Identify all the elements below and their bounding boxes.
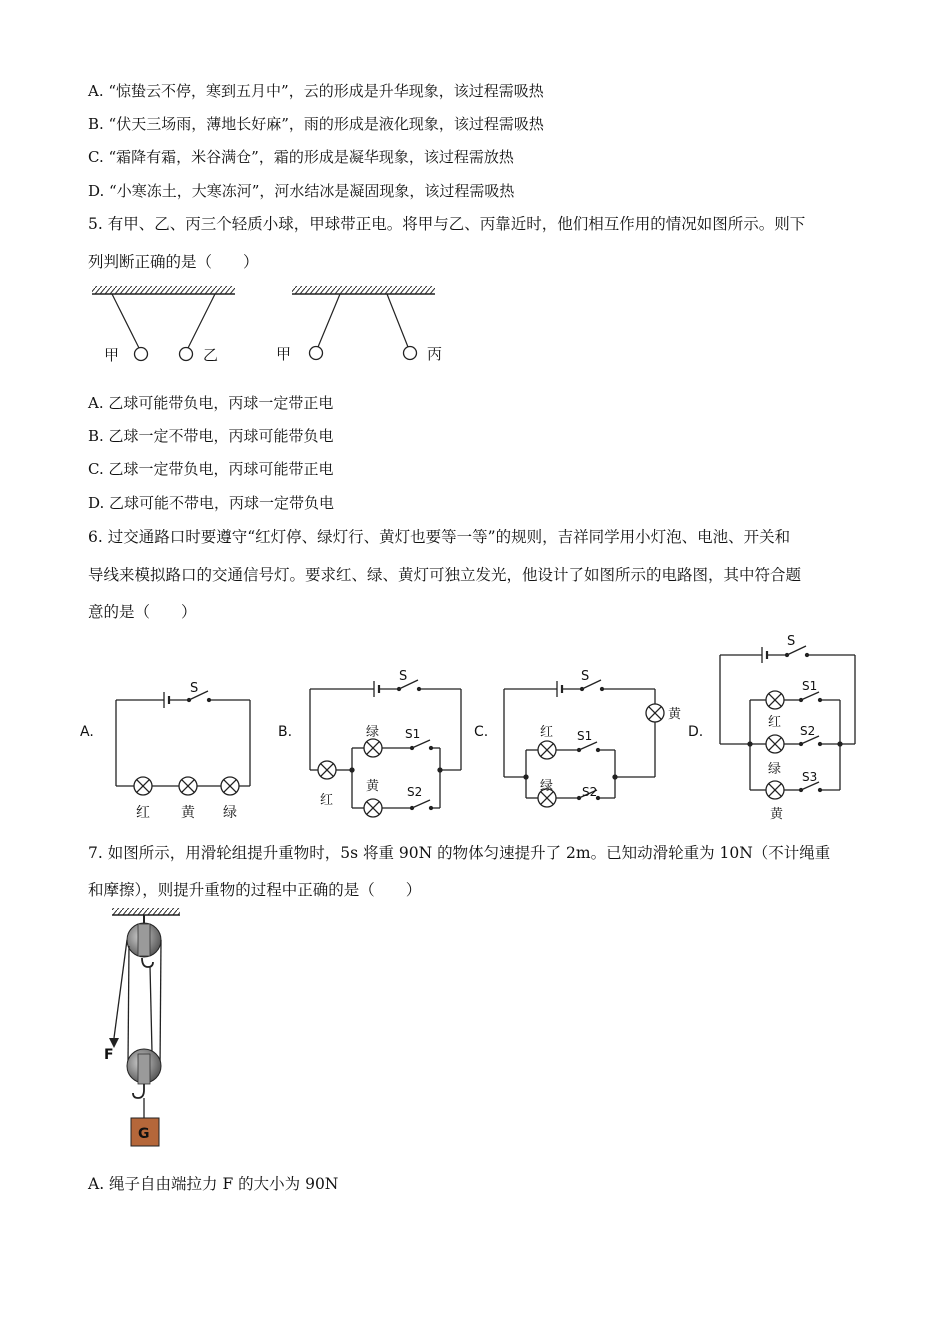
q5-stem-line1: 5. 有甲、乙、丙三个轻质小球，甲球带正电。将甲与乙、丙靠近时，他们相互作用的情况如图所示。则下	[88, 215, 806, 233]
circuit-a-option: A.	[80, 724, 94, 740]
circuit-b-lamp-green: 绿	[366, 725, 380, 740]
ceiling-left	[92, 286, 235, 294]
label-yi: 乙	[203, 346, 219, 364]
q5-figure	[90, 282, 460, 372]
circuit-b-switch-label: S	[399, 669, 408, 684]
q5-option-d: D. 乙球可能不带电，丙球一定带负电	[88, 494, 335, 512]
circuit-d-s3: S3	[802, 770, 818, 784]
label-jia-right: 甲	[276, 345, 292, 363]
circuit-b-s1: S1	[405, 727, 421, 741]
circuit-c-switch-label: S	[581, 669, 590, 684]
q4-option-b: B. “伏天三场雨，薄地长好麻”，雨的形成是液化现象，该过程需吸热	[88, 115, 544, 133]
q7-stem-line1: 7. 如图所示，用滑轮组提升重物时，5s 将重 90N 的物体匀速提升了 2m。已知动滑轮重为 10N（不计绳重	[88, 844, 831, 862]
q5-stem-line2: 列判断正确的是（ ）	[88, 253, 259, 271]
q6-circuits-figure	[80, 628, 870, 828]
weight-label: G	[138, 1126, 150, 1142]
circuit-b-lamp-red: 红	[320, 793, 334, 808]
q6-stem-line1: 6. 过交通路口时要遵守“红灯停、绿灯行、黄灯也要等一等”的规则，吉祥同学用小灯泡、电池、开关和	[88, 528, 791, 546]
circuit-c-lamp-red: 红	[540, 725, 554, 740]
ball-bing	[404, 347, 417, 360]
circuit-a-lamp-green: 绿	[223, 805, 237, 821]
circuit-d-s1: S1	[802, 679, 818, 693]
circuit-d-lamp-yellow: 黄	[770, 807, 784, 822]
circuit-a-switch-label: S	[190, 681, 199, 696]
circuit-d-lamp-red: 红	[768, 715, 782, 730]
q7-stem-line2: 和摩擦），则提升重物的过程中正确的是（ ）	[88, 881, 422, 899]
circuit-c-s2: S2	[582, 785, 598, 799]
circuit-a-lamp-yellow: 黄	[181, 805, 195, 821]
circuit-c-lamp-green: 绿	[540, 779, 554, 794]
q4-option-a: A. “惊蛰云不停，寒到五月中”，云的形成是升华现象，该过程需吸热	[88, 82, 544, 100]
q7-pulley-figure	[92, 904, 192, 1152]
q6-stem-line3: 意的是（ ）	[88, 603, 197, 621]
q5-option-b: B. 乙球一定不带电，丙球可能带负电	[88, 427, 334, 445]
circuit-b-option: B.	[278, 724, 293, 740]
circuit-d-option: D.	[688, 724, 704, 740]
ball-jia-left	[135, 348, 148, 361]
circuit-d-switch-label: S	[787, 634, 796, 649]
circuit-b-s2: S2	[407, 785, 423, 799]
circuit-c-s1: S1	[577, 729, 593, 743]
ball-jia-right	[310, 347, 323, 360]
q4-option-c: C. “霜降有霜，米谷满仓”，霜的形成是凝华现象，该过程需放热	[88, 148, 514, 166]
q5-option-a: A. 乙球可能带负电，丙球一定带正电	[88, 394, 334, 412]
force-label: F	[104, 1047, 114, 1063]
circuit-c-lamp-yellow: 黄	[668, 707, 682, 722]
label-jia-left: 甲	[104, 346, 120, 364]
circuit-d-s2: S2	[800, 724, 816, 738]
circuit-a-lamp-red: 红	[136, 805, 150, 821]
q5-option-c: C. 乙球一定带负电，丙球可能带正电	[88, 460, 334, 478]
ceiling-right	[292, 286, 435, 294]
q7-option-a: A. 绳子自由端拉力 F 的大小为 90N	[88, 1175, 339, 1193]
ball-yi	[180, 348, 193, 361]
pulley-ceiling	[112, 908, 180, 915]
circuit-b-lamp-yellow: 黄	[366, 779, 380, 794]
q4-option-d: D. “小寒冻土，大寒冻河”，河水结冰是凝固现象，该过程需吸热	[88, 182, 515, 200]
circuit-d-lamp-green: 绿	[768, 762, 782, 777]
circuit-c-option: C.	[474, 724, 489, 740]
label-bing: 丙	[427, 345, 443, 363]
q6-stem-line2: 导线来模拟路口的交通信号灯。要求红、绿、黄灯可独立发光，他设计了如图所示的电路图，其中符合题	[88, 566, 802, 584]
